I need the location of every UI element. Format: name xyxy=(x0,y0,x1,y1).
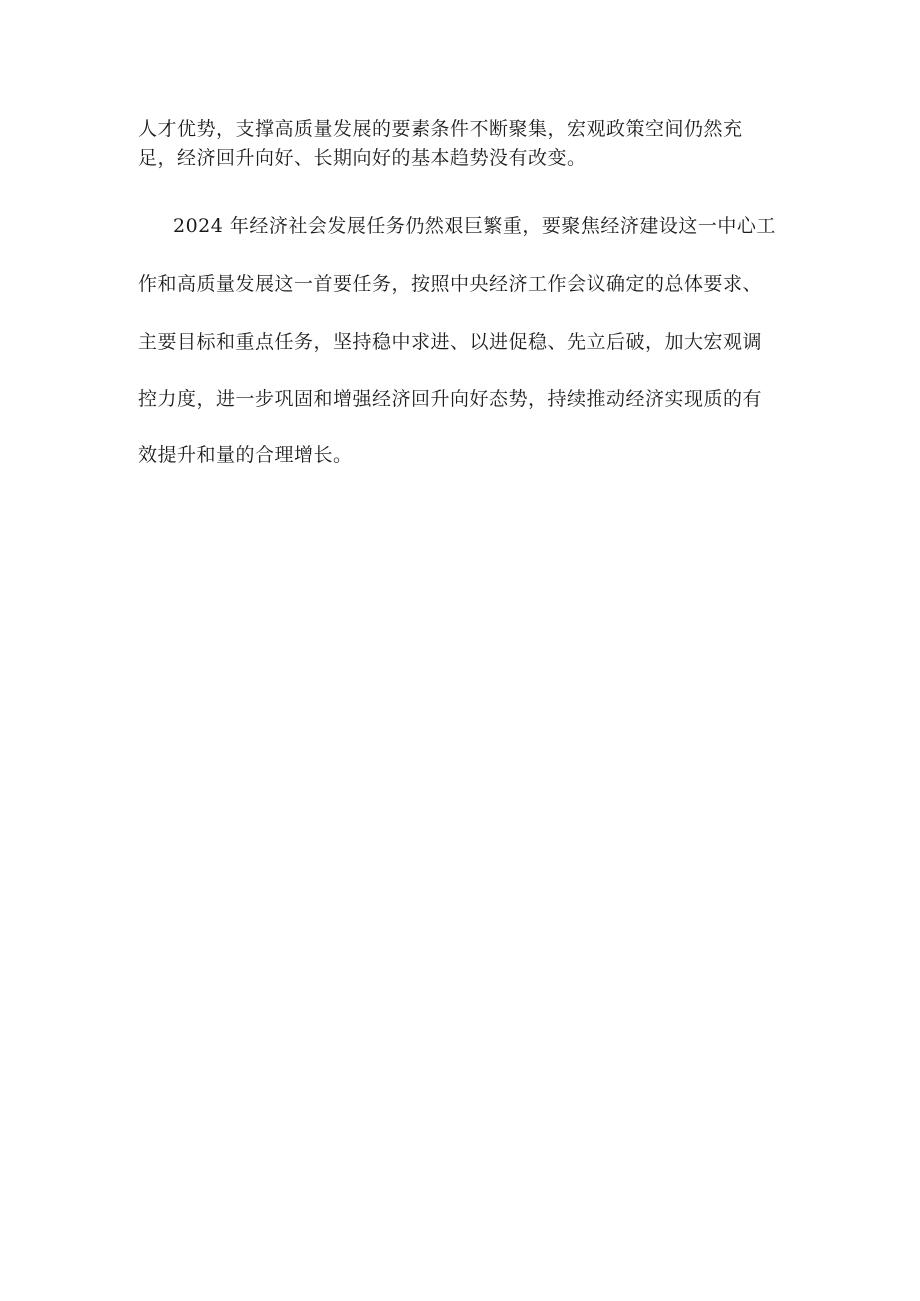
paragraph-2-line-5: 效提升和量的合理增长。 xyxy=(138,444,353,466)
paragraph-2-line-4: 控力度，进一步巩固和增强经济回升向好态势，持续推动经济实现质的有 xyxy=(138,388,763,410)
paragraph-2-line-3: 主要目标和重点任务，坚持稳中求进、以进促稳、先立后破，加大宏观调 xyxy=(138,331,763,353)
paragraph-2-line-2: 作和高质量发展这一首要任务，按照中央经济工作会议确定的总体要求、 xyxy=(138,273,763,295)
paragraph-2-line-1: 2024 年经济社会发展任务仍然艰巨繁重，要聚焦经济建设这一中心工 xyxy=(173,215,776,237)
paragraph-1-line-2: 足，经济回升向好、长期向好的基本趋势没有改变。 xyxy=(138,147,587,169)
paragraph-1-line-1: 人才优势，支撑高质量发展的要素条件不断聚集，宏观政策空间仍然充 xyxy=(138,118,743,140)
